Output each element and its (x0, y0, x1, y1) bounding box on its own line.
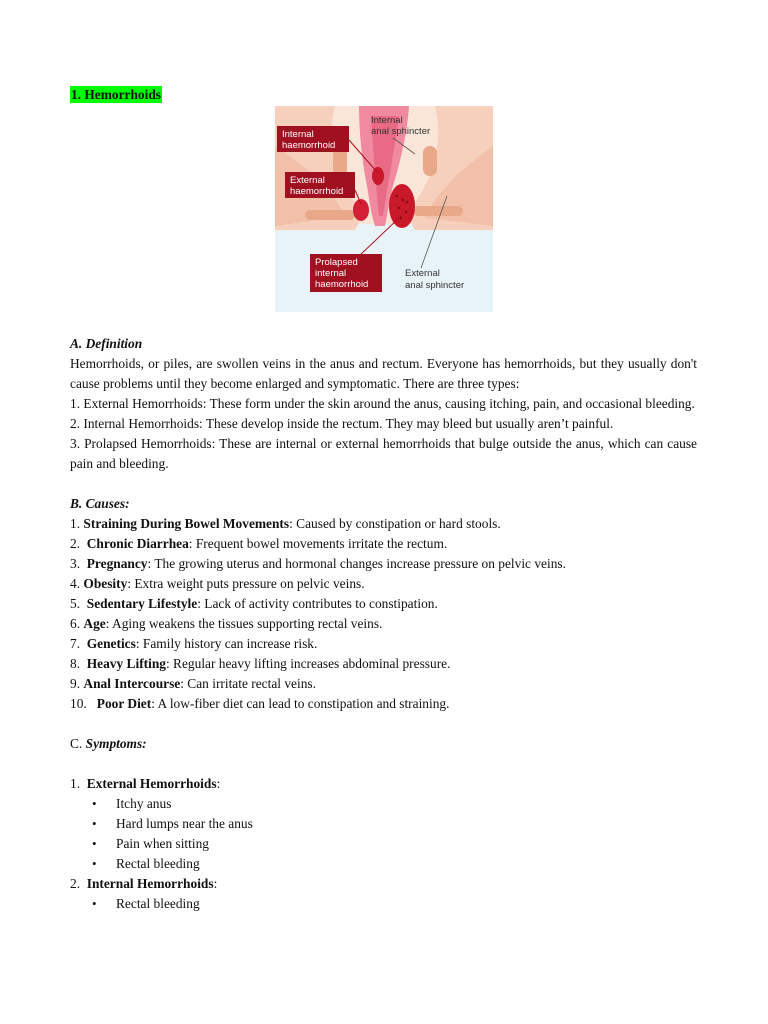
title-block (70, 86, 697, 103)
cause-item (70, 514, 697, 534)
cause-term: Heavy Lifting (86, 656, 166, 671)
svg-text:haemorrhoid: haemorrhoid (315, 279, 369, 290)
cause-description: : Extra weight puts pressure on pelvic veins. (127, 576, 365, 591)
symptoms-list (70, 774, 697, 914)
cause-term: Genetics (86, 636, 136, 651)
cause-description: : Regular heavy lifting increases abdominal pressure. (165, 656, 451, 671)
spacer (70, 474, 697, 494)
symptom-group-heading (70, 874, 697, 894)
cause-item (70, 674, 697, 694)
cause-number: 9. (70, 676, 81, 691)
svg-text:External: External (405, 268, 440, 279)
symptom-group-number: 1. (70, 776, 84, 791)
cause-item (70, 574, 697, 594)
svg-text:haemorrhoid: haemorrhoid (282, 140, 336, 151)
symptom-group-heading (70, 774, 697, 794)
symptom-bullet: • Hard lumps near the anus (116, 814, 697, 834)
cause-description: : A low-fiber diet can lead to constipation and straining. (151, 696, 450, 711)
cause-item (70, 614, 697, 634)
cause-item (70, 554, 697, 574)
svg-text:haemorrhoid: haemorrhoid (290, 186, 344, 197)
svg-text:External: External (290, 175, 325, 186)
cause-item (70, 534, 697, 554)
spacer (70, 754, 697, 774)
symptom-group-term: External Hemorrhoids (86, 776, 217, 791)
svg-text:anal sphincter: anal sphincter (405, 280, 465, 291)
figure-background-bottom (275, 224, 493, 312)
symptom-group-number: 2. (70, 876, 84, 891)
symptom-group-term: Internal Hemorrhoids (86, 876, 214, 891)
symptom-bullet: • Rectal bleeding (116, 854, 697, 874)
cause-description: : Can irritate rectal veins. (180, 676, 316, 691)
definition-item-1: 1. External Hemorrhoids: These form under the skin around the anus, causing itching, pain, and occasional bleeding. (70, 396, 695, 411)
symptom-bullet: • Pain when sitting (116, 834, 697, 854)
symptoms-heading-label: Symptoms: (85, 736, 147, 751)
symptoms-heading-prefix: C. (70, 736, 86, 751)
symptom-group-suffix: : (216, 776, 221, 791)
cause-number: 8. (70, 656, 84, 671)
anatomy-illustration (275, 106, 493, 312)
symptom-bullet: • Rectal bleeding (116, 894, 697, 914)
cause-description: : Family history can increase risk. (135, 636, 318, 651)
svg-text:internal: internal (315, 268, 347, 279)
label-internal-haemorrhoid (277, 126, 349, 152)
svg-text:Internal: Internal (371, 115, 403, 126)
internal-haemorrhoid-shape (372, 167, 384, 185)
cause-item (70, 654, 697, 674)
cause-number: 2. (70, 536, 84, 551)
cause-item (70, 634, 697, 654)
symptom-bullet-list (70, 794, 697, 874)
cause-item (70, 594, 697, 614)
symptom-bullet: • Itchy anus (116, 794, 697, 814)
symptoms-heading (70, 734, 697, 754)
cause-description: : Frequent bowel movements irritate the rectum. (188, 536, 448, 551)
cause-description: : The growing uterus and hormonal changes increase pressure on pelvic veins. (147, 556, 566, 571)
causes-list (70, 514, 697, 714)
page-title: 1. Hemorrhoids (71, 87, 162, 102)
cause-number: 3. (70, 556, 84, 571)
symptom-bullet-list (70, 894, 697, 914)
hemorrhoid-anatomy-figure (275, 106, 493, 312)
cause-term: Age (83, 616, 106, 631)
cause-description: : Lack of activity contributes to constipation. (197, 596, 438, 611)
definition-item-2: 2. Internal Hemorrhoids: These develop inside the rectum. They may bleed but usually aren’t painful. (70, 416, 614, 431)
cause-term: Chronic Diarrhea (86, 536, 189, 551)
cause-term: Pregnancy (86, 556, 148, 571)
svg-text:Prolapsed: Prolapsed (315, 257, 358, 268)
cause-number: 4. (70, 576, 81, 591)
cause-number: 10. (70, 696, 94, 711)
cause-number: 6. (70, 616, 81, 631)
cause-term: Obesity (83, 576, 128, 591)
spacer (70, 714, 697, 734)
causes-heading: B. Causes: (70, 496, 130, 511)
cause-term: Sedentary Lifestyle (86, 596, 198, 611)
cause-number: 5. (70, 596, 84, 611)
svg-text:Internal: Internal (282, 129, 314, 140)
definition-heading: A. Definition (70, 336, 143, 351)
cause-term: Anal Intercourse (83, 676, 181, 691)
cause-number: 1. (70, 516, 81, 531)
document-body (70, 334, 697, 914)
cause-term: Straining During Bowel Movements (83, 516, 290, 531)
symptom-group-suffix: : (213, 876, 218, 891)
cause-description: : Aging weakens the tissues supporting rectal veins. (105, 616, 383, 631)
cause-number: 7. (70, 636, 84, 651)
definition-item-3: 3. Prolapsed Hemorrhoids: These are internal or external hemorrhoids that bulge outside the anus, which can cause pain and bleeding. (70, 436, 697, 471)
external-haemorrhoid-shape (353, 199, 369, 221)
definition-paragraph: Hemorrhoids, or piles, are swollen veins in the anus and rectum. Everyone has hemorrhoids, but they usually don't cause problems until they become enlarged and symptomatic. There are three types: (70, 356, 697, 391)
cause-description: : Caused by constipation or hard stools. (289, 516, 501, 531)
svg-text:anal sphincter: anal sphincter (371, 126, 431, 137)
label-external-haemorrhoid (285, 172, 355, 198)
label-prolapsed-haemorrhoid (310, 254, 382, 292)
cause-item (70, 694, 697, 714)
cause-term: Poor Diet (96, 696, 152, 711)
prolapsed-haemorrhoid-shape (389, 184, 415, 228)
